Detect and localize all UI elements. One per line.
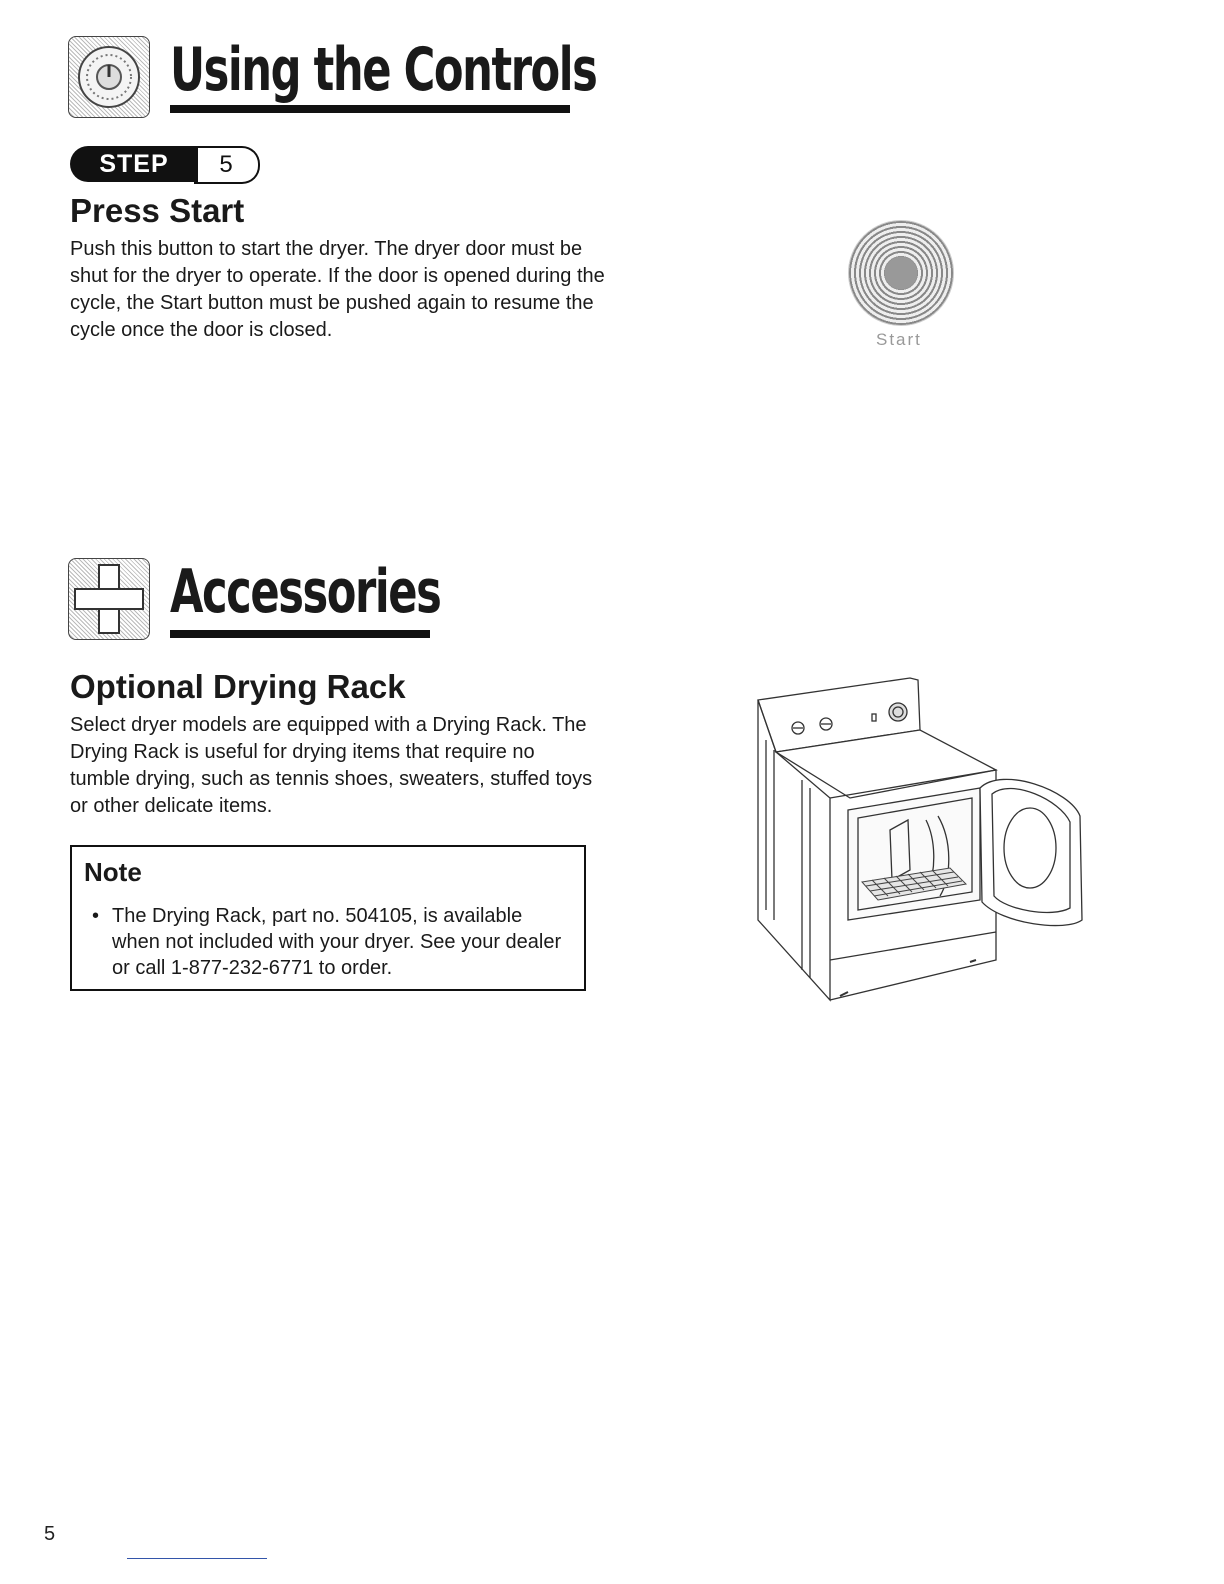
drying-rack-body: Select dryer models are equipped with a Drying Rack. The Drying Rack is useful for drying items that require no tumble drying, such as tennis shoes, sweaters, stuffed toys or other delicate items. [70, 714, 593, 817]
note-list [84, 903, 574, 981]
section-title-accessories: Accessories [170, 557, 441, 627]
dryer-illustration [740, 670, 1090, 1010]
section-rule [170, 105, 570, 113]
note-title: Note [84, 857, 142, 887]
note-box [70, 845, 586, 991]
drying-rack-heading: Optional Drying Rack [70, 668, 406, 705]
press-start-heading: Press Start [70, 192, 245, 229]
press-start-body: Push this button to start the dryer. The dryer door must be shut for the dryer to operate. If the door is opened during the cycle, the Start button must be pushed again to resume the cycle once the door is closed. [70, 238, 605, 341]
step-label: STEP [70, 146, 198, 182]
start-button-illustration [848, 220, 954, 326]
step-badge [70, 146, 260, 182]
step-number: 5 [194, 146, 260, 184]
plus-cross-icon [68, 558, 150, 640]
note-item: • The Drying Rack, part no. 504105, is available when not included with your dryer. See your dealer or call 1-877-232-6771 to order. [84, 903, 574, 981]
footer-rule [127, 1558, 267, 1559]
section-rule [170, 630, 430, 638]
page-number: 5 [44, 1523, 56, 1545]
dial-icon [68, 36, 150, 118]
start-button-label: Start [876, 330, 922, 349]
section-title-controls: Using the Controls [170, 35, 597, 105]
